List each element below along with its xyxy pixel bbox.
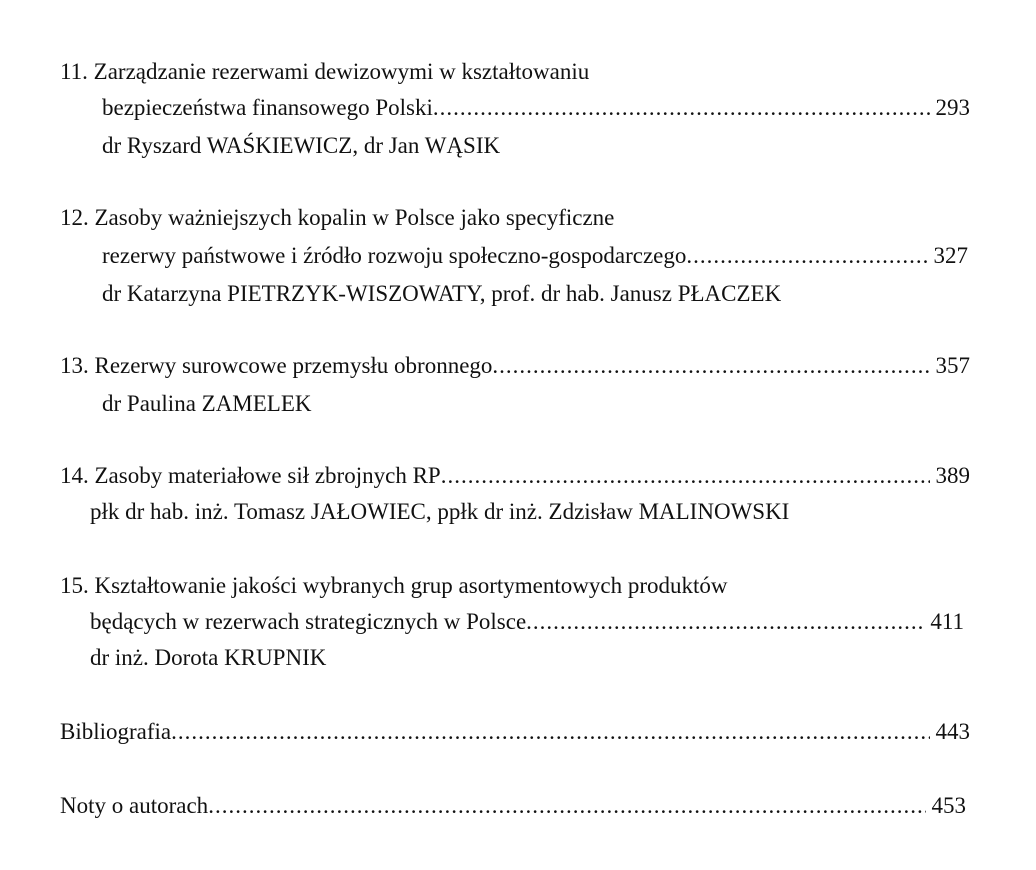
toc-bibliography-page: 443: [935, 719, 970, 744]
toc-entry-15-title-part1: Kształtowanie jakości wybranych grup asortymentowych produktów: [94, 573, 728, 598]
toc-entry-15-title-line2: [90, 608, 964, 636]
toc-entry-15-number: 15.: [60, 573, 89, 598]
toc-entry-14-page: 389: [935, 463, 970, 488]
toc-entry-14-authors: płk dr hab. inż. Tomasz JAŁOWIEC, ppłk dr inż. Zdzisław MALINOWSKI: [90, 499, 790, 524]
leader-dots: [526, 608, 924, 636]
toc-entry-12-authors: dr Katarzyna PIETRZYK-WISZOWATY, prof. dr hab. Janusz PŁACZEK: [102, 281, 782, 306]
toc-entry-13-title: [60, 352, 970, 380]
toc-entry-11-title-line1: [60, 58, 589, 86]
toc-entry-13-authors: dr Paulina ZAMELEK: [102, 391, 312, 416]
toc-entry-13-title-text: Rezerwy surowcowe przemysłu obronnego: [94, 353, 493, 378]
toc-notes-about-authors: [60, 792, 966, 820]
toc-entry-12-title-line2: [102, 242, 968, 270]
toc-entry-12-title-part1: Zasoby ważniejszych kopalin w Polsce jako specyficzne: [94, 205, 615, 230]
toc-entry-11-number: 11.: [60, 59, 88, 84]
leader-dots: [208, 792, 925, 820]
toc-entry-15-page: 411: [930, 609, 964, 634]
toc-bibliography: [60, 718, 970, 746]
toc-entry-12-title-line1: [60, 204, 614, 232]
toc-entry-13-number: 13.: [60, 353, 89, 378]
toc-entry-11-title-part1: Zarządzanie rezerwami dewizowymi w kształtowaniu: [93, 59, 590, 84]
toc-entry-15-title-part2: będących w rezerwach strategicznych w Polsce: [90, 609, 527, 634]
toc-entry-15-title-line1: [60, 572, 727, 600]
toc-entry-13-page: 357: [935, 353, 970, 378]
leader-dots: [441, 462, 930, 490]
toc-entry-14-title-text: Zasoby materiałowe sił zbrojnych RP: [94, 463, 441, 488]
toc-entry-12-page: 327: [933, 243, 968, 268]
toc-entry-12-number: 12.: [60, 205, 89, 230]
toc-notes-label: Noty o autorach: [60, 793, 209, 818]
toc-entry-11-authors: dr Ryszard WAŚKIEWICZ, dr Jan WĄSIK: [102, 133, 501, 158]
leader-dots: [433, 94, 930, 122]
leader-dots: [171, 718, 929, 746]
toc-entry-11-page: 293: [935, 95, 970, 120]
toc-entry-14-number: 14.: [60, 463, 89, 488]
toc-entry-12-title-part2: rezerwy państwowe i źródło rozwoju społeczno-gospodarczego: [102, 243, 687, 268]
toc-notes-page: 453: [931, 793, 966, 818]
toc-bibliography-label: Bibliografia: [60, 719, 172, 744]
toc-entry-11-title-part2: bezpieczeństwa finansowego Polski: [102, 95, 433, 120]
toc-entry-14-title: [60, 462, 970, 490]
toc-entry-11-title-line2: [102, 94, 970, 122]
leader-dots: [686, 242, 927, 270]
toc-entry-15-authors: dr inż. Dorota KRUPNIK: [90, 645, 327, 670]
leader-dots: [492, 352, 929, 380]
